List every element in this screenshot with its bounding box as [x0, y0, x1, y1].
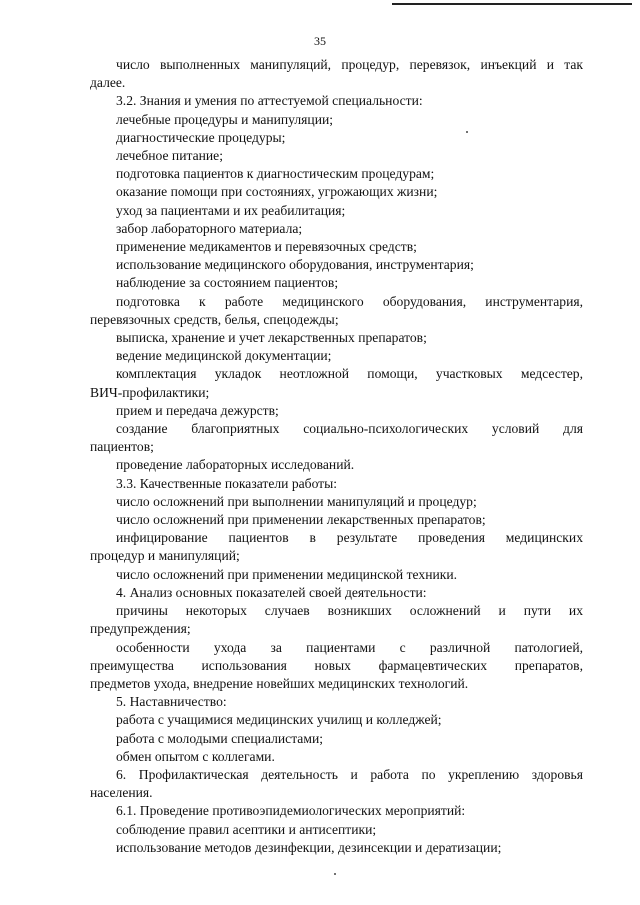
text-line: число осложнений при применении лекарственных препаратов;: [116, 512, 486, 528]
text-line: преимущества использования новых фармацевтических препаратов,: [90, 657, 583, 673]
text-line: проведение лабораторных исследований.: [116, 457, 355, 473]
text-line: оказание помощи при состояниях, угрожающих жизни;: [116, 184, 438, 200]
scan-speck: [466, 131, 468, 133]
text-line: процедур и манипуляций;: [90, 548, 240, 564]
text-line: лечебные процедуры и манипуляции;: [116, 111, 334, 127]
text-line: использование медицинского оборудования, инструментария;: [116, 257, 474, 273]
text-line: ВИЧ-профилактики;: [90, 384, 210, 400]
text-line: забор лабораторного материала;: [116, 220, 303, 236]
text-line: 4. Анализ основных показателей своей деятельности:: [116, 584, 427, 600]
scan-speck: [334, 873, 336, 875]
text-line: число осложнений при выполнении манипуляций и процедур;: [116, 493, 477, 509]
text-line: уход за пациентами и их реабилитация;: [116, 202, 346, 218]
text-line: предметов ухода, внедрение новейших медицинских технологий.: [90, 675, 469, 691]
text-line: соблюдение правил асептики и антисептики;: [116, 821, 377, 837]
text-line: использование методов дезинфекции, дезинсекции и дератизации;: [116, 839, 502, 855]
text-line: наблюдение за состоянием пациентов;: [116, 275, 339, 291]
text-line: 5. Наставничество:: [116, 694, 227, 710]
text-line: обмен опытом с коллегами.: [116, 748, 275, 764]
text-line: пациентов;: [90, 439, 154, 455]
text-line: подготовка к работе медицинского оборудования, инструментария,: [116, 293, 583, 309]
text-line: работа с молодыми специалистами;: [116, 730, 323, 746]
text-line: 6.1. Проведение противоэпидемиологических мероприятий:: [116, 803, 466, 819]
text-line: 3.3. Качественные показатели работы:: [116, 475, 338, 491]
text-line: ведение медицинской документации;: [116, 348, 332, 364]
text-line: населения.: [90, 785, 153, 801]
text-line: комплектация укладок неотложной помощи, участковых медсестер,: [116, 366, 583, 382]
text-line: особенности ухода за пациентами с различной патологией,: [116, 639, 583, 655]
text-line: прием и передача дежурств;: [116, 402, 279, 418]
text-line: 3.2. Знания и умения по аттестуемой специальности:: [116, 93, 423, 109]
top-rule: [392, 3, 632, 5]
page-body: [90, 56, 583, 857]
text-line: подготовка пациентов к диагностическим процедурам;: [116, 166, 435, 182]
page-number: 35: [314, 34, 326, 48]
text-line: число осложнений при применении медицинской техники.: [116, 566, 458, 582]
text-line: диагностические процедуры;: [116, 129, 286, 145]
text-line: число выполненных манипуляций, процедур, перевязок, инъекций и так: [116, 57, 583, 72]
text-line: выписка, хранение и учет лекарственных препаратов;: [116, 330, 427, 346]
text-line: перевязочных средств, белья, спецодежды;: [90, 311, 339, 327]
text-line: 6. Профилактическая деятельность и работа по укреплению здоровья: [116, 766, 583, 782]
text-line: применение медикаментов и перевязочных средств;: [116, 239, 417, 255]
text-line: далее.: [90, 75, 126, 91]
text-line: предупреждения;: [90, 621, 191, 637]
text-line: инфицирование пациентов в результате проведения медицинских: [116, 530, 583, 546]
text-line: причины некоторых случаев возникших осложнений и пути их: [116, 603, 583, 619]
text-line: создание благоприятных социально-психологических условий для: [116, 421, 583, 437]
text-line: работа с учащимися медицинских училищ и колледжей;: [116, 712, 442, 728]
text-line: лечебное питание;: [116, 148, 223, 164]
